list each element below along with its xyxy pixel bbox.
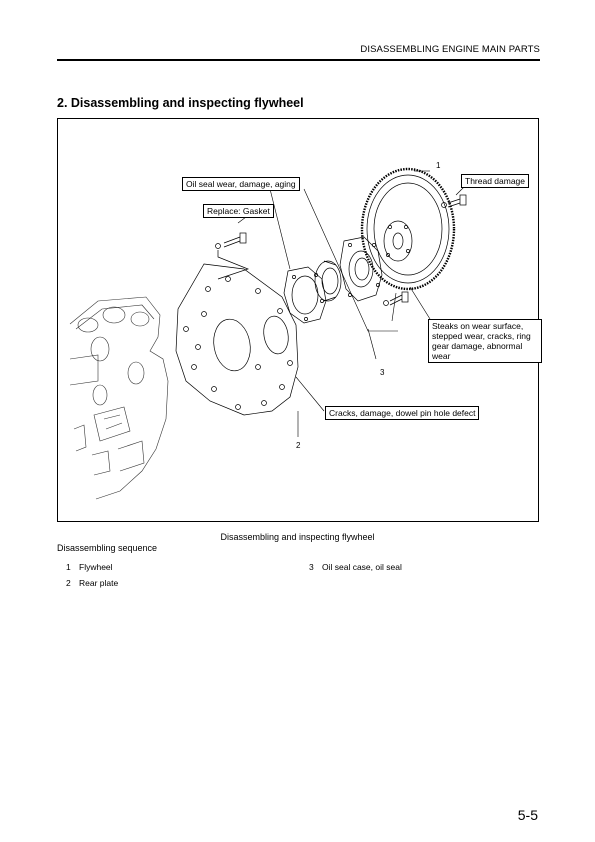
- sequence-item-number: 1: [66, 562, 71, 572]
- rear-plate: [176, 264, 298, 415]
- ref-number-flywheel: 1: [436, 161, 441, 170]
- sequence-item-number: 3: [309, 562, 314, 572]
- ref-number-rear-plate: 2: [296, 441, 301, 450]
- oil-seal: [315, 261, 341, 301]
- callout-rear-plate-defects: Cracks, damage, dowel pin hole defect: [325, 406, 479, 420]
- ref-number-oil-seal-case: 3: [380, 368, 385, 377]
- sequence-item: [66, 578, 118, 588]
- callout-oil-seal: Oil seal wear, damage, aging: [182, 177, 300, 191]
- page-number: 5-5: [517, 807, 538, 823]
- sequence-item-label: Oil seal case, oil seal: [322, 562, 402, 572]
- header-rule: [57, 59, 540, 61]
- sequence-item: [66, 562, 113, 572]
- callout-gasket: Replace: Gasket: [203, 204, 274, 218]
- oil-seal-case: [340, 237, 382, 301]
- engine-block: [70, 297, 168, 499]
- section-title: 2. Disassembling and inspecting flywheel: [57, 96, 304, 110]
- gasket: [284, 267, 326, 323]
- figure-caption: Disassembling and inspecting flywheel: [220, 532, 375, 542]
- sequence-item: [309, 562, 402, 572]
- flywheel: [362, 169, 454, 289]
- sequence-item-label: Rear plate: [79, 578, 119, 588]
- sequence-title: Disassembling sequence: [57, 543, 158, 553]
- figure-frame: [57, 118, 539, 522]
- running-header: DISASSEMBLING ENGINE MAIN PARTS: [360, 44, 540, 55]
- bolt-upper-left: [216, 233, 249, 279]
- callout-flywheel-wear: Steaks on wear surface, stepped wear, cracks, ring gear damage, abnormal wear: [428, 319, 542, 363]
- sequence-item-number: 2: [66, 578, 71, 588]
- callout-thread-damage: Thread damage: [461, 174, 529, 188]
- sequence-item-label: Flywheel: [79, 562, 113, 572]
